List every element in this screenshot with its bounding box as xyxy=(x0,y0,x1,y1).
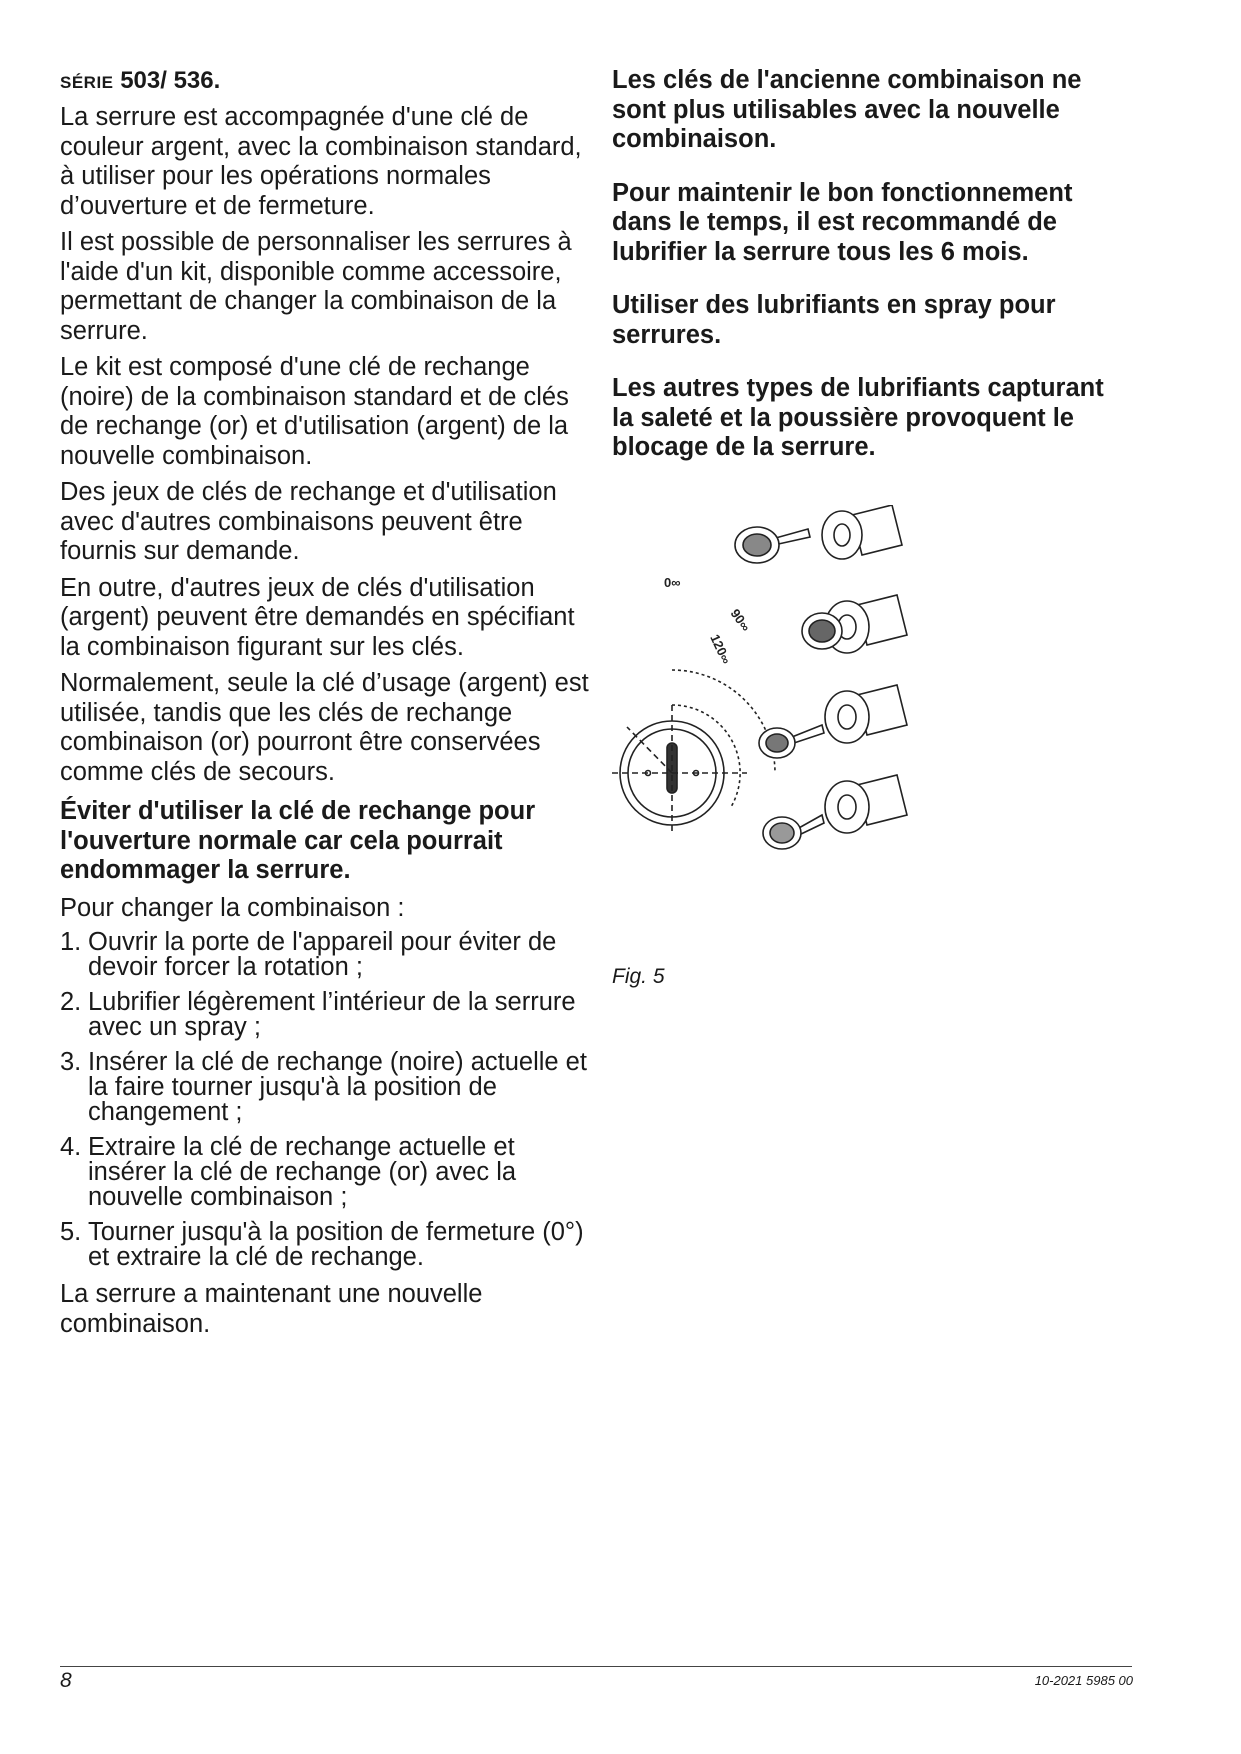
step-item xyxy=(60,1050,590,1125)
paragraph-3: Le kit est composé d'une clé de rechange (noire) de la combinaison standard et de clés de rechange (or) et d'utilisation (argent) de la nouvelle combinaison. xyxy=(60,353,569,470)
figure-caption: Fig. 5 xyxy=(612,965,665,988)
step-item xyxy=(60,1135,590,1210)
note-spray: Utiliser des lubrifiants en spray pour serrures. xyxy=(612,291,1056,349)
closing-paragraph: La serrure a maintenant une nouvelle combinaison. xyxy=(60,1280,483,1338)
angle-label-0: 0∞ xyxy=(664,575,681,590)
arc-90 xyxy=(672,670,775,773)
heading-series: 503/ 536. xyxy=(120,67,221,94)
right-column xyxy=(612,66,1132,487)
cylinder-with-key-3 xyxy=(759,685,907,758)
heading-prefix: SÉRIE xyxy=(60,73,114,92)
step-number: 3. xyxy=(60,1048,82,1076)
step-item xyxy=(60,1220,590,1270)
paragraph-6: Normalement, seule la clé d’usage (argent) est utilisée, tandis que les clés de rechange combinaison (or) pourront être conservées comme clés de secours. xyxy=(60,669,589,786)
left-column xyxy=(60,66,590,1346)
warning-paragraph: Éviter d'utiliser la clé de rechange pour l'ouverture normale car cela pourrait endommager la serrure. xyxy=(60,797,536,884)
cylinder-with-key-1 xyxy=(735,505,902,563)
step-text: Extraire la clé de rechange actuelle et insérer la clé de rechange (or) avec la nouvelle combinaison ; xyxy=(88,1133,517,1211)
arc-120 xyxy=(672,705,740,807)
page-number: 8 xyxy=(60,1669,72,1692)
step-number: 4. xyxy=(60,1133,82,1161)
step-number: 1. xyxy=(60,928,82,956)
step-number: 2. xyxy=(60,988,82,1016)
step-text: Ouvrir la porte de l'appareil pour éviter de devoir forcer la rotation ; xyxy=(88,928,557,981)
note-old-keys: Les clés de l'ancienne combinaison ne sont plus utilisables avec la nouvelle combinaison. xyxy=(612,66,1082,153)
paragraph-4: Des jeux de clés de rechange et d'utilisation avec d'autres combinaisons peuvent être fournis sur demande. xyxy=(60,478,557,565)
footer-divider xyxy=(60,1666,1132,1667)
step-text: Tourner jusqu'à la position de fermeture (0°) et extraire la clé de rechange. xyxy=(88,1218,584,1271)
cylinder-with-key-2 xyxy=(802,595,907,653)
step-text: Lubrifier légèrement l’intérieur de la serrure avec un spray ; xyxy=(88,988,576,1041)
step-item xyxy=(60,930,590,980)
steps-intro: Pour changer la combinaison : xyxy=(60,893,405,922)
paragraph-5: En outre, d'autres jeux de clés d'utilisation (argent) peuvent être demandés en spécifiant la combinaison figurant sur les clés. xyxy=(60,573,575,661)
document-code: 10-2021 5985 00 xyxy=(1034,1673,1133,1688)
step-number: 5. xyxy=(60,1218,82,1246)
cylinder-with-key-4 xyxy=(763,775,907,849)
note-lubricate: Pour maintenir le bon fonctionnement dans le temps, il est recommandé de lubrifier la serrure tous les 6 mois. xyxy=(612,178,1073,266)
step-text: Insérer la clé de rechange (noire) actuelle et la faire tourner jusqu'à la position de changement ; xyxy=(88,1048,587,1126)
section-heading xyxy=(60,66,590,98)
paragraph-2: Il est possible de personnaliser les serrures à l'aide d'un kit, disponible comme accessoire, permettant de changer la combinaison de la serrure. xyxy=(60,228,572,345)
paragraph-1: La serrure est accompagnée d'une clé de couleur argent, avec la combinaison standard, à utiliser pour les opérations normales d’ouverture et de fermeture. xyxy=(60,103,582,220)
angle-label-120: 120∞ xyxy=(707,631,734,667)
lock-key-illustration xyxy=(612,505,942,955)
step-item xyxy=(60,990,590,1040)
angle-label-90: 90∞ xyxy=(727,606,754,635)
steps-list xyxy=(60,930,590,1270)
note-other-lubricants: Les autres types de lubrifiants capturant la saleté et la poussière provoquent le blocage de la serrure. xyxy=(612,374,1104,461)
